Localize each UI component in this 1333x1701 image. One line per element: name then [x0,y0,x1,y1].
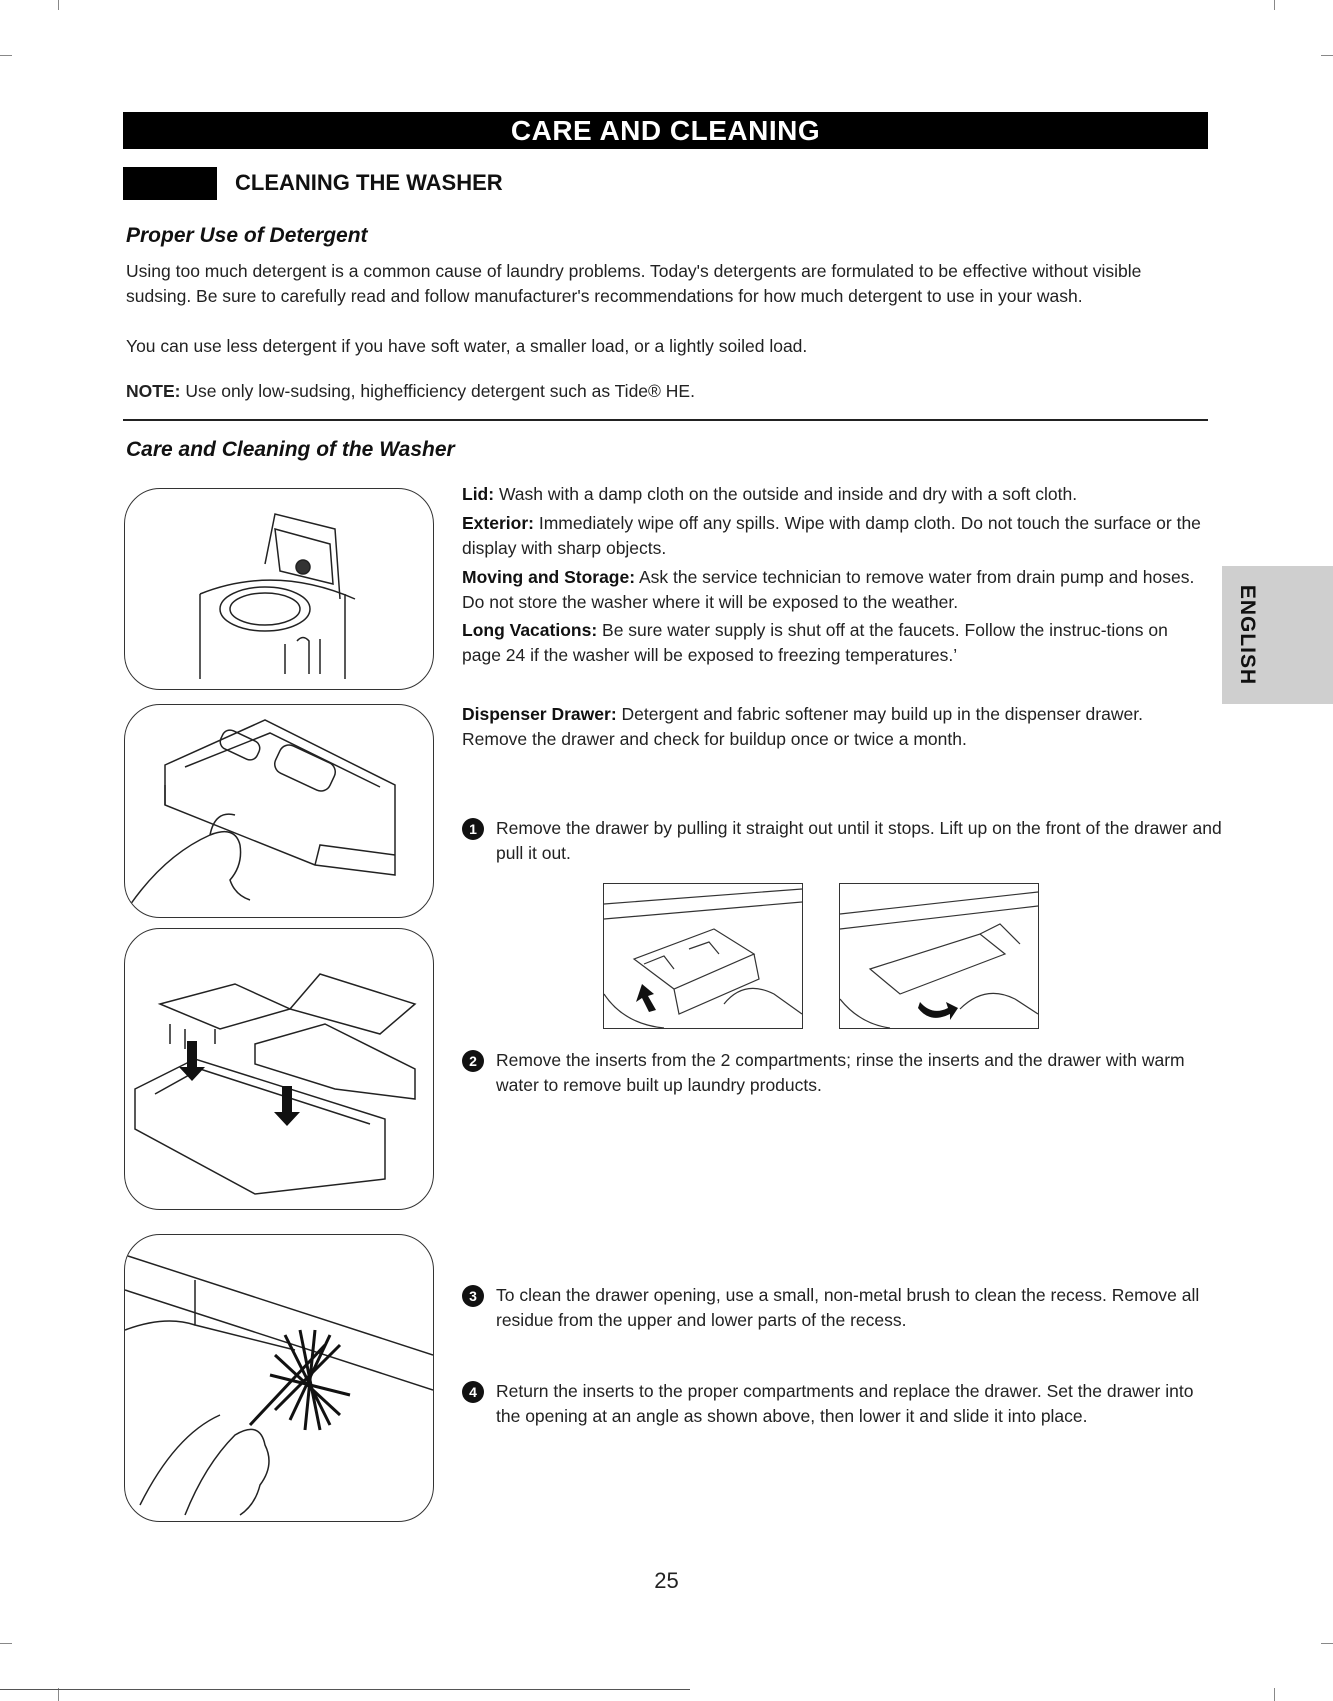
footer-rule [0,1689,690,1690]
step-4 [462,1379,1222,1429]
care-text: Be sure water supply is shut off at the faucets. Follow the instruc-tions on page 24 if the washer will be exposed to freezing temperatures.’ [462,620,1168,665]
drawer-photo-1 [603,883,803,1029]
care-label: Lid: [462,484,495,504]
brush-drawing [125,1235,433,1521]
drawer-photo-2 [839,883,1039,1029]
drawer-pull-drawing [125,705,433,917]
brush-cleaning-illustration [124,1234,434,1522]
section-marker [123,167,217,200]
section-divider [123,419,1208,421]
care-label: Exterior: [462,513,534,533]
note-text: Use only low-sudsing, highefficiency detergent such as Tide® HE. [180,381,695,401]
step-text: Return the inserts to the proper compartments and replace the drawer. Set the drawer into the opening at an angle as shown above, then lower it and slide it into place. [496,1381,1194,1426]
language-tab-text: ENGLISH [1236,584,1259,686]
page-banner: CARE AND CLEANING [123,112,1208,149]
care-text: Immediately wipe off any spills. Wipe with damp cloth. Do not touch the surface or the display with sharp objects. [462,513,1201,558]
dispenser-drawer-text [462,702,1202,752]
step-3 [462,1283,1222,1333]
care-label: Moving and Storage: [462,567,636,587]
step-text: To clean the drawer opening, use a small, non-metal brush to clean the recess. Remove all residue from the upper and lower parts of the recess. [496,1285,1200,1330]
dispenser-drawer-illustration [124,704,434,918]
care-label: Long Vacations: [462,620,598,640]
washer-drawing [125,489,433,689]
care-item-lid [462,482,1202,507]
section-title: CLEANING THE WASHER [235,170,503,195]
note-label: NOTE: [126,381,181,401]
care-text: Wash with a damp cloth on the outside and inside and dry with a soft cloth. [494,484,1078,504]
page-number: 25 [654,1568,679,1593]
proper-use-heading: Proper Use of Detergent [126,224,368,247]
step-number: 1 [462,818,484,840]
care-text: Ask the service technician to remove water from drain pump and hoses. Do not store the washer where it will be exposed to the weather. [462,567,1195,612]
language-tab-label [1224,566,1270,704]
step-2 [462,1048,1222,1098]
care-item-exterior [462,511,1202,561]
inserts-illustration [124,928,434,1210]
step-number: 3 [462,1285,484,1307]
proper-use-paragraph: Using too much detergent is a common cause of laundry problems. Today's detergents are formulated to be effective without visible sudsing. Be sure to carefully read and follow manufacturer's recommendations for how much detergent to use in your wash. [126,261,1142,306]
step-text: Remove the drawer by pulling it straight out until it stops. Lift up on the front of the drawer and pull it out. [496,818,1222,863]
care-text: Detergent and fabric softener may build up in the dispenser drawer. Remove the drawer and check for buildup once or twice a month. [462,704,1143,749]
step-number: 4 [462,1381,484,1403]
soft-water-paragraph: You can use less detergent if you have soft water, a smaller load, or a lightly soiled load. [126,336,808,356]
inserts-removal-drawing [125,929,433,1209]
care-heading: Care and Cleaning of the Washer [126,438,455,461]
step-text: Remove the inserts from the 2 compartments; rinse the inserts and the drawer with warm water to remove built up laundry products. [496,1050,1185,1095]
step-1 [462,816,1222,866]
step-number: 2 [462,1050,484,1072]
drawer-photo-2-drawing [840,884,1038,1028]
washer-illustration [124,488,434,690]
care-label: Dispenser Drawer: [462,704,617,724]
drawer-photo-1-drawing [604,884,802,1028]
detergent-note [126,379,1206,404]
care-item-moving [462,565,1202,615]
care-item-vacations [462,618,1202,668]
